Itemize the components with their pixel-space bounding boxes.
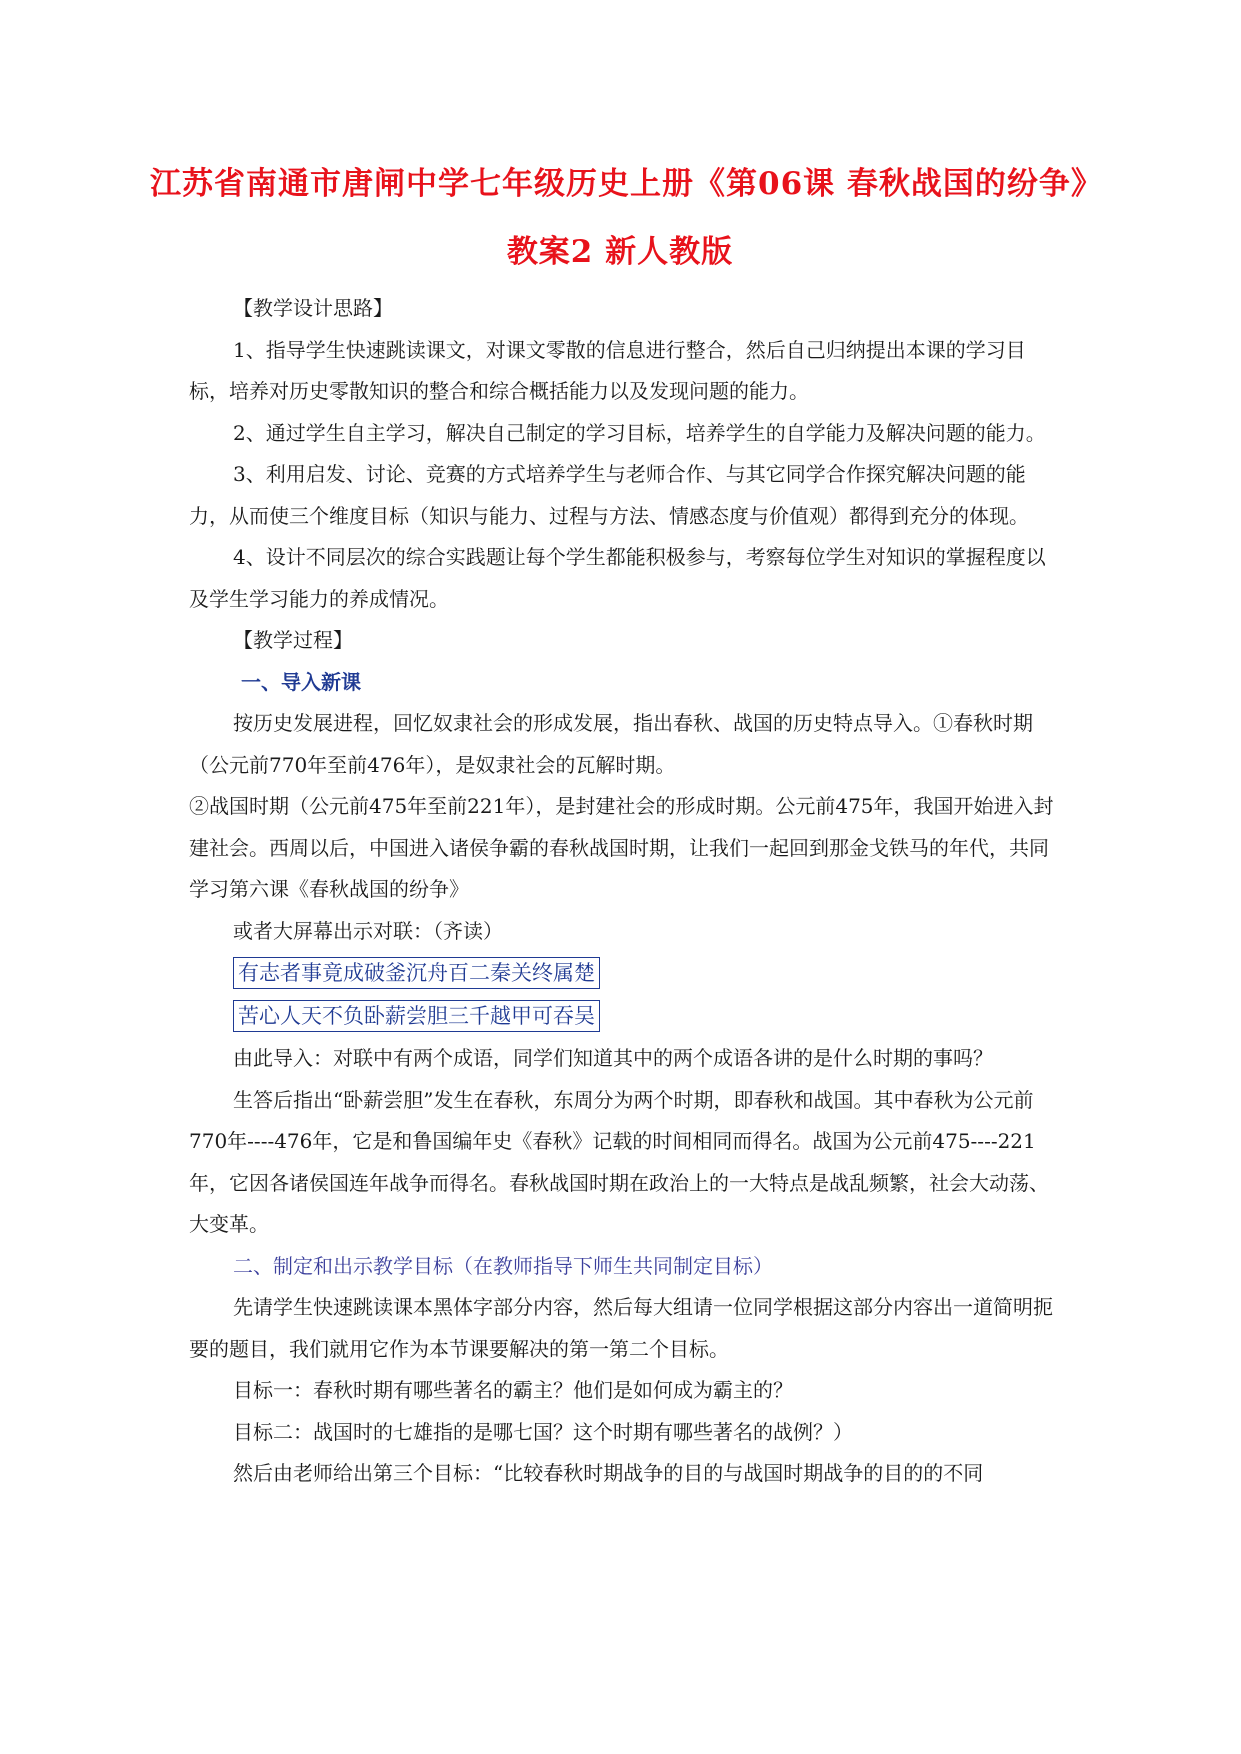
section1-paragraph-4: 由此导入：对联中有两个成语，同学们知道其中的两个成语各讲的是什么时期的事吗？ — [233, 1046, 993, 1070]
section2-paragraph-2: 然后由老师给出第三个目标：“比较春秋时期战争的目的与战国时期战争的目的的不同 — [233, 1461, 984, 1485]
couplet-lower: 苦心人天不负卧薪尝胆三千越甲可吞吴 — [233, 1000, 600, 1032]
document-title-line1: 江苏省南通市唐闸中学七年级历史上册《第06课 春秋战国的纷争》 — [150, 166, 1103, 202]
design-item-3: 3、利用启发、讨论、竞赛的方式培养学生与老师合作、与其它同学合作探究解决问题的能力，从而使三个维度目标（知识与能力、过程与方法、情感态度与价值观）都得到充分的体现。 — [189, 462, 1029, 528]
section2-heading: 二、制定和出示教学目标（在教师指导下师生共同制定目标） — [233, 1253, 773, 1278]
section1-paragraph-1: 按历史发展进程，回忆奴隶社会的形成发展，指出春秋、战国的历史特点导入。①春秋时期（公元前770年至前476年），是奴隶社会的瓦解时期。 — [189, 711, 1033, 777]
design-item-1: 1、指导学生快速跳读课文，对课文零散的信息进行整合，然后自己归纳提出本课的学习目标，培养对历史零散知识的整合和综合概括能力以及发现问题的能力。 — [189, 337, 1026, 403]
section1-paragraph-5: 生答后指出“卧薪尝胆”发生在春秋，东周分为两个时期，即春秋和战国。其中春秋为公元前770年----476年，它是和鲁国编年史《春秋》记载的时间相同而得名。战国为公元前475----221年，它因各诸侯国连年战争而得名。春秋战国时期在政治上的一大特点是战乱频繁，社会大动荡、大变革。 — [189, 1087, 1049, 1236]
section1-paragraph-2: ②战国时期（公元前475年至前221年），是封建社会的形成时期。公元前475年，我国开始进入封建社会。西周以后，中国进入诸侯争霸的春秋战国时期，让我们一起回到那金戈铁马的年代，共同学习第六课《春秋战国的纷争》 — [189, 794, 1054, 901]
document-body — [189, 288, 1055, 1495]
section1-paragraph-3: 或者大屏幕出示对联：（齐读） — [233, 918, 503, 943]
section1-heading: 一、导入新课 — [241, 669, 361, 694]
goal-two: 目标二：战国时的七雄指的是哪七国？这个时期有哪些著名的战例？） — [233, 1419, 853, 1444]
document-title-line2: 教案2 新人教版 — [506, 234, 734, 270]
design-heading: 【教学设计思路】 — [233, 296, 393, 320]
couplet-upper: 有志者事竟成破釜沉舟百二秦关终属楚 — [233, 957, 600, 989]
design-item-2: 2、通过学生自主学习，解决自己制定的学习目标，培养学生的自学能力及解决问题的能力。 — [233, 420, 1046, 445]
section2-paragraph-1: 先请学生快速跳读课本黑体字部分内容，然后每大组请一位同学根据这部分内容出一道简明扼要的题目，我们就用它作为本节课要解决的第一第二个目标。 — [189, 1295, 1053, 1361]
goal-one: 目标一：春秋时期有哪些著名的霸主？他们是如何成为霸主的？ — [233, 1378, 793, 1402]
design-item-4: 4、设计不同层次的综合实践题让每个学生都能积极参与，考察每位学生对知识的掌握程度以及学生学习能力的养成情况。 — [189, 545, 1046, 611]
process-heading: 【教学过程】 — [233, 628, 353, 652]
